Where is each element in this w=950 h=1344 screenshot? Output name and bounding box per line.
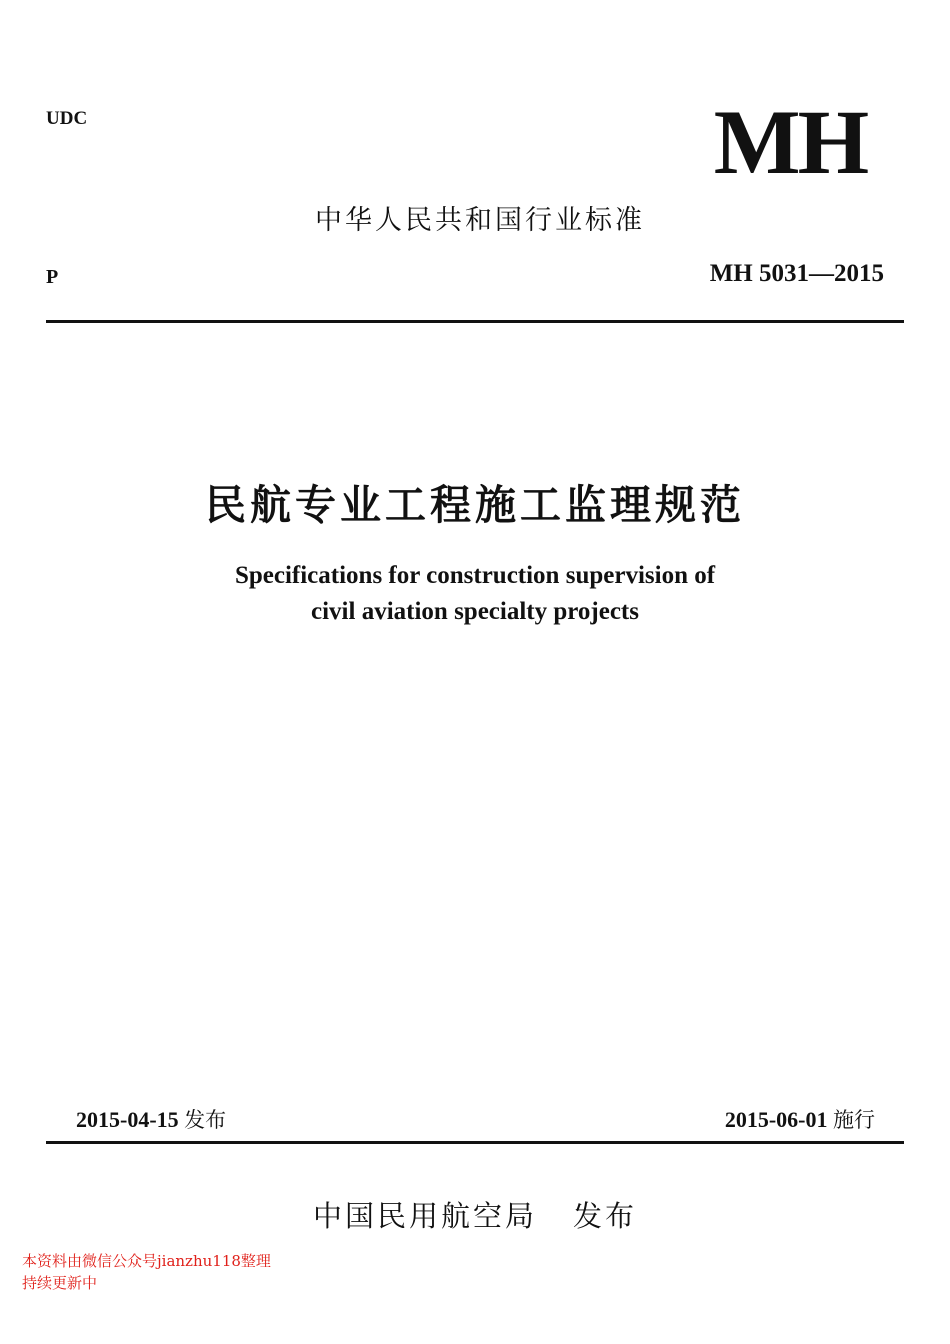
implementation-date: 2015-06-01 bbox=[724, 1107, 828, 1132]
publisher-line bbox=[200, 1194, 750, 1235]
udc-label: UDC bbox=[46, 108, 88, 129]
issue-date-block bbox=[76, 1104, 226, 1134]
standard-type-heading: 中华人民共和国行业标准 bbox=[315, 205, 645, 236]
document-title-chinese: 民航专业工程施工监理规范 bbox=[205, 481, 745, 529]
bottom-divider bbox=[46, 1141, 904, 1144]
english-title-line-1: Specifications for construction supervision of bbox=[234, 562, 716, 589]
publisher-action: 发布 bbox=[573, 1199, 638, 1233]
implementation-date-block bbox=[600, 1104, 875, 1134]
document-title-english bbox=[75, 558, 875, 630]
watermark-note bbox=[22, 1250, 271, 1294]
mh-logo: MH bbox=[713, 91, 867, 193]
issue-label: 发布 bbox=[184, 1108, 227, 1132]
implementation-label: 施行 bbox=[833, 1108, 875, 1132]
top-divider bbox=[46, 320, 904, 323]
watermark-line-2: 持续更新中 bbox=[22, 1274, 98, 1292]
classification-code: P bbox=[46, 266, 59, 288]
watermark-line-1: 本资料由微信公众号jianzhu118整理 bbox=[22, 1252, 271, 1270]
issue-date: 2015-04-15 bbox=[76, 1107, 179, 1132]
publisher-name: 中国民用航空局 bbox=[312, 1199, 537, 1233]
standard-number: MH 5031—2015 bbox=[709, 260, 884, 287]
english-title-line-2: civil aviation specialty projects bbox=[311, 598, 639, 625]
